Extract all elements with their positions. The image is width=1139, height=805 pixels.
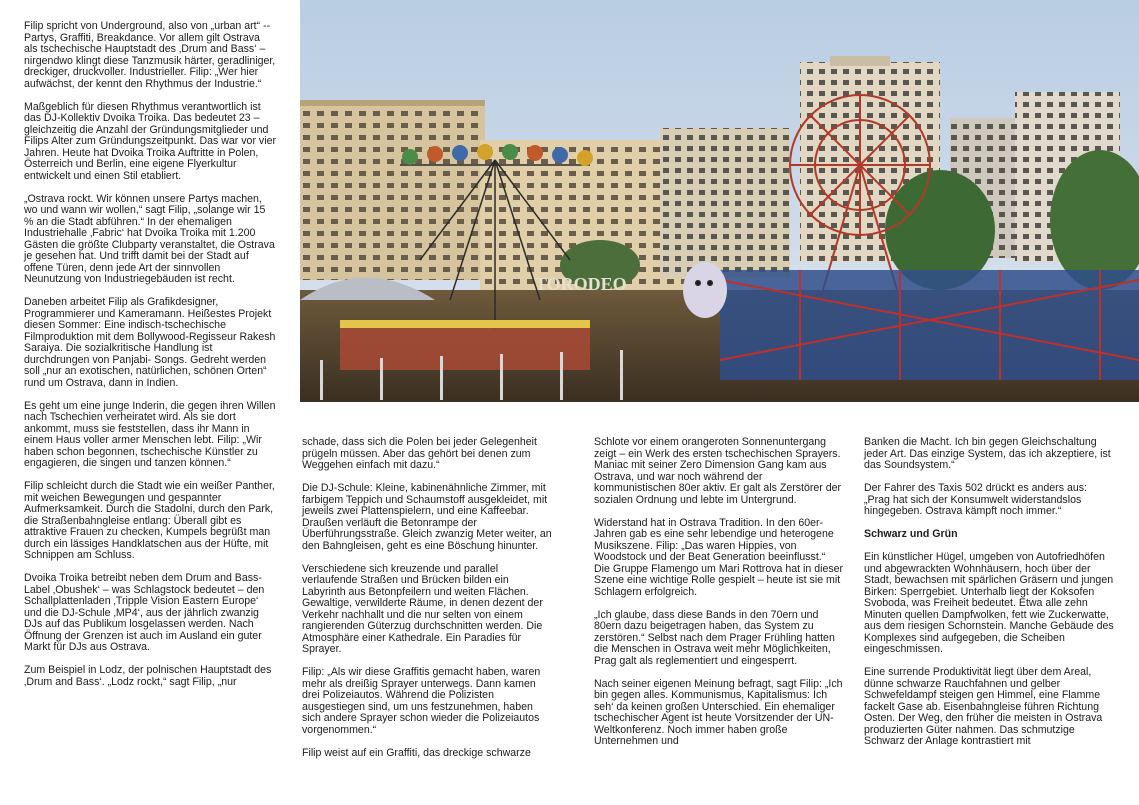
- text-column-3: [594, 437, 844, 759]
- fairground-photo: [300, 0, 1139, 402]
- paragraph: Es geht um eine junge Inderin, die gegen ihren Willen nach Tschechien verheiratet wird. Als sie dort ankommt, muss sie feststellen, dass ihr Mann in einem Haus voller armer Menschen lebt. Filip: „Wir haben schon begonnen, tschechische Künstler zu engagieren, die singen und tanzen können.“: [24, 399, 276, 469]
- paragraph: Eine surrende Produktivität liegt über dem Areal, dünne schwarze Rauchfahnen und gelber Schwefeldampf steigen gen Himmel, eine Flamme fackelt Gase ab. Eisenbahngleise führen Richtung Osten. Der Weg, den früher die meisten in Ostrava produzierten Güter nahmen. Das schmutzige Schwarz der Anlage kontrastiert mit: [864, 666, 1103, 747]
- paragraph: „Ostrava rockt. Wir können unsere Partys machen, wo und wann wir wollen,“ sagt Filip, „solange wir 15 % an die Stadt abführen.“ In der ehemaligen Industriehalle ‚Fabric‘ hat Dvoika Troika mit 1.200 Gästen die größte Clubparty veranstaltet, die Ostrava je gesehen hat. Und trifft damit bei der Stadt auf offene Türen, denn jede Art der sinnvollen Neunutzung von Industriegebäuden ist recht.: [24, 192, 275, 285]
- paragraph: schade, dass sich die Polen bei jeder Gelegenheit prügeln müssen. Aber das gehört bei denen zum Weggehen einfach mit dazu.“: [302, 436, 537, 471]
- paragraph: Filip weist auf ein Graffiti, das dreckige schwarze: [302, 746, 531, 759]
- paragraph: Maßgeblich für diesen Rhythmus verantwortlich ist das DJ-Kollektiv Dvoika Troika. Das bedeutet 23 – gleichzeitig die Anzahl der Gründungsmitglieder und Filips Alter zum Gründungszeitpunkt. Das war vor vier Jahren. Heute hat Dvoika Troika Auftritte in Polen, Österreich und Berlin, eine eigene Flyerkultur entwickelt und einen Stil etabliert.: [24, 100, 276, 182]
- paragraph: Filip: „Als wir diese Graffitis gemacht haben, waren mehr als dreißig Sprayer unterwegs. Dann kamen drei Polizeiautos. Während die Polizisten ausgestiegen sind, um uns festzunehmen, haben sich andere Sprayer schon wieder die Polizeiautos vorgenommen.“: [302, 666, 541, 736]
- paragraph: Banken die Macht. Ich bin gegen Gleichschaltung jeder Art. Das einzige System, das ich akzeptiere, ist das Soundsystem.“: [864, 436, 1111, 471]
- paragraph: Die DJ-Schule: Kleine, kabinenähnliche Zimmer, mit farbigem Teppich und Schaumstoff ausgekleidet, mit jeweils zwei Plattenspielern, und eine Kaffeebar. Draußen verläuft die Betonrampe der Überführungsstraße. Gleich zwanzig Meter weiter, an den Bahngleisen, geht es eine Böschung hinunter.: [302, 482, 552, 552]
- text-column-4: [864, 437, 1114, 759]
- paragraph: Widerstand hat in Ostrava Tradition. In den 60er-Jahren gab es eine sehr lebendige und heterogene Musikszene. Filip: „Das waren Hippies, von Woodstock und der Beat Generation beeinflusst.“ Die Gruppe Flamengo um Mari Rottrova hat in dieser Szene eine wichtige Rolle gespielt – heute ist sie mit Schlagern erfolgreich.: [594, 516, 844, 598]
- section-heading: Schwarz und Grün: [864, 528, 958, 540]
- paragraph: Filip schleicht durch die Stadt wie ein weißer Panther, mit weichen Bewegungen und gespannter Aufmerksamkeit. Durch die Stadolni, durch den Park, die Straßenbahngleise entlang: Überall gibt es attraktive Frauen zu checken, Kumpels begrüßt man durch ein lässiges Handklatschen aus der Hüfte, mit Schnippen am Schluss.: [24, 480, 275, 561]
- paragraph: Daneben arbeitet Filip als Grafikdesigner, Programmierer und Kameramann. Heißestes Projekt diesen Sommer: Eine indisch-tschechische Filmproduktion mit dem Bollywood-Regisseur Rakesh Saraiya. Die sozialkritische Handlung ist durchdrungen von Panjabi- Songs. Gedreht werden soll „nur an exotischen, natürlichen, schönen Orten“ rund um Ostrava, dann in Indien.: [24, 296, 276, 389]
- paragraph: Ein künstlicher Hügel, umgeben von Autofriedhöfen und abgewrackten Wohnhäusern, hoch über der Stadt, bewachsen mit spärlichen Gräsern und jungen Birken: Sperrgebiet. Unterhalb liegt der Koksofen Svoboda, was Freiheit bedeutet. Etwa alle zehn Minuten quellen Dampfwolken, fett wie Zuckerwatte, aus dem riesigen Schornstein. Manche Gebäude des Komplexes sind aufgegeben, die Scheiben eingeschmissen.: [864, 551, 1114, 655]
- rodeo-sign: TORODEO: [535, 274, 627, 294]
- paragraph: „Ich glaube, dass diese Bands in den 70ern und 80ern dazu beigetragen haben, das System zu zerstören.“ Selbst nach dem Prager Frühling hatten die Menschen in Ostrava weit mehr Möglichkeiten, Prag galt als reglementiert und eingesperrt.: [594, 608, 835, 667]
- paragraph: Zum Beispiel in Lodz, der polnischen Hauptstadt des ‚Drum and Bass‘. „Lodz rockt,“ sagt Filip, „nur: [24, 664, 272, 688]
- paragraph: Filip spricht von Underground, also von „urban art“ -- Partys, Graffiti, Breakdance. Vor allem gilt Ostrava als tschechische Hauptstadt des ‚Drum and Bass‘ – nirgendwo klingt diese Tanzmusik härter, geradliniger, dreckiger, druckvoller. Industrieller. Filip: „Wer hier aufwächst, der kennt den Rhythmus der Industrie.“: [24, 20, 276, 90]
- text-column-2: [302, 437, 552, 771]
- paragraph: Nach seiner eigenen Meinung befragt, sagt Filip: „Ich bin gegen alles. Kommunismus, Kapitalismus: Ich seh‘ da keinen großen Unterschied. Ein ehemaliger tschechischer Agent ist heute Vorsitzender der UN-Weltkonferenz. Noch immer haben große Unternehmen und: [594, 677, 843, 747]
- paragraph: Dvoika Troika betreibt neben dem Drum and Bass-Label ‚Obushek‘ – was Schlagstock bedeutet – den Schallplattenladen ‚Tripple Vision Eastern Europe‘ und die DJ-Schule ‚MP4‘, aus der jährlich zwanzig DJs auf das Publikum losgelassen werden. Nach Öffnung der Grenzen ist auch im Ausland ein guter Markt für DJs aus Ostrava.: [24, 572, 265, 653]
- text-column-1: [24, 21, 276, 700]
- paragraph: Der Fahrer des Taxis 502 drückt es anders aus: „Prag hat sich der Konsumwelt widerstandslos hingegeben. Ostrava kämpft noch immer.“: [864, 482, 1087, 517]
- paragraph: Verschiedene sich kreuzende und parallel verlaufende Straßen und Brücken bilden ein Labyrinth aus Betonpfeilern und weiten Flächen. Gewaltige, verwilderte Räume, in denen dezent der Verkehr nachhallt und die nur selten von einem rangierenden Güterzug durchschnitten werden. Die Atmosphäre einer Kathedrale. Ein Paradies für Sprayer.: [302, 562, 543, 655]
- paragraph: Schlote vor einem orangeroten Sonnenuntergang zeigt – ein Werk des ersten tschechischen Sprayers. Maniac mit seiner Zero Dimension Gang kam aus Ostrava, und war noch während der kommunistischen 80er aktiv. Er galt als Zerstörer der sozialen Ordnung und lebte im Untergrund.: [594, 436, 842, 506]
